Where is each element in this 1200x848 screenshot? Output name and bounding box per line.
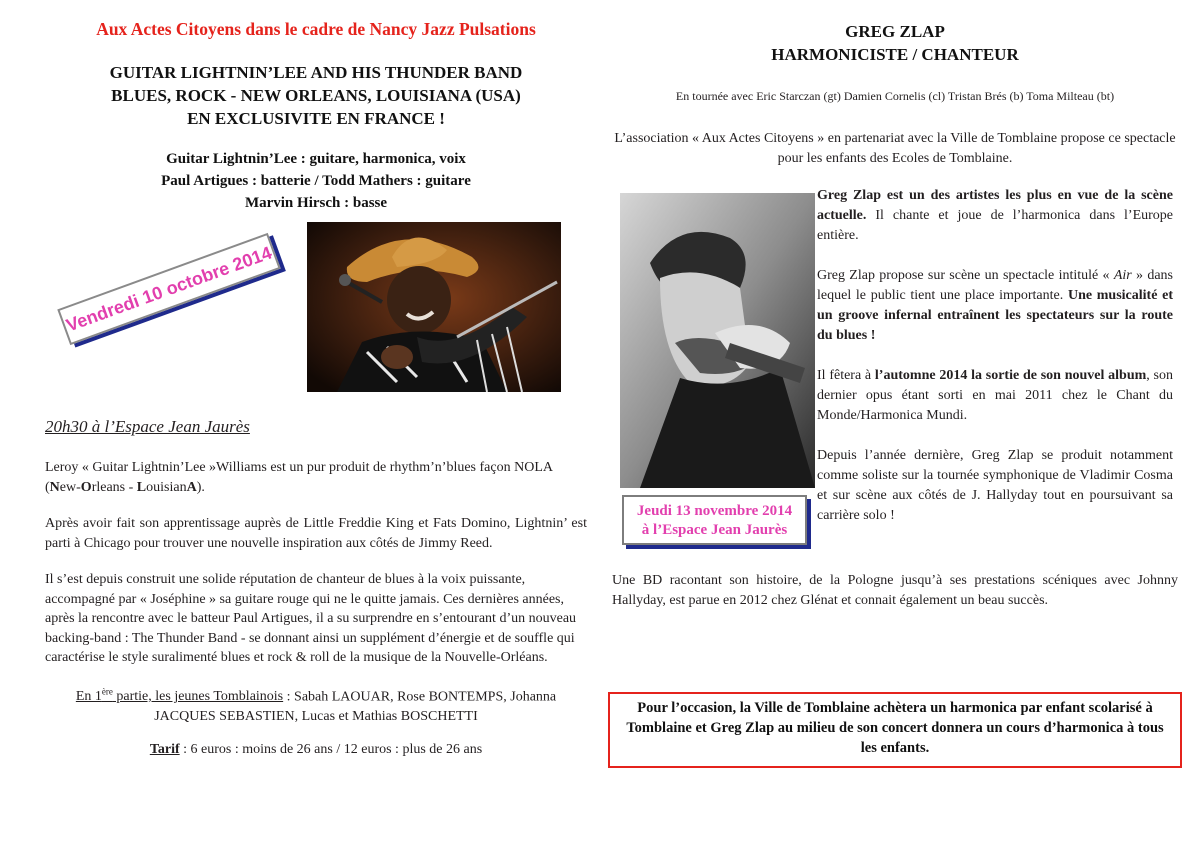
first-part-performers: En 1ère partie, les jeunes Tomblainois : Sabah LAOUAR, Rose BONTEMPS, Johanna JACQUES SEBASTIEN, Lucas et Mathias BOSCHETTI [75, 686, 557, 724]
zlap-description [817, 186, 1173, 526]
zlap-main-section [612, 186, 1178, 571]
date-badge-october: Vendredi 10 octobre 2014 [57, 233, 280, 345]
pricing: Tarif : 6 euros : moins de 26 ans / 12 euros : plus de 26 ans [149, 742, 483, 758]
right-column [612, 20, 1178, 611]
band-title: GUITAR LIGHTNIN’LEE AND HIS THUNDER BAND BLUES, ROCK - NEW ORLEANS, LOUISIANA (USA) EN EXCLUSIVITE EN FRANCE ! [109, 63, 523, 128]
lee-reputation-paragraph: Il s’est depuis construit une solide réputation de chanteur de blues à la voix puissante, accompagné par « Joséphine » sa guitare rouge qui ne le quitte jamais. Ces dernières années, après la rencontre avec le batteur Paul Artigues, il a su surprendre en s’entourant d’un nouveau backing-band : The Thunder Band - se donnant ainsi un supplément d’énergie et de souffle qui caractérise le style suralimenté blues et rock & roll de la musique de la Nouvelle-Orléans. [45, 572, 577, 665]
lee-apprenticeship-paragraph: Après avoir fait son apprentissage auprès de Little Freddie King et Fats Domino, Lightnin’ est parti à Chicago pour trouver une nouvelle inspiration aux côtés de Jimmy Reed. [45, 516, 587, 551]
event-header: Aux Actes Citoyens dans le cadre de Nancy Jazz Pulsations [96, 19, 536, 39]
left-column [45, 18, 587, 760]
zlap-paragraph-1: Greg Zlap est un des artistes les plus en vue de la scène actuelle. Il chante et joue de l’harmonica dans l’Europe entière. [817, 188, 1173, 243]
zlap-paragraph-4: Depuis l’année dernière, Greg Zlap se produit notamment comme soliste sur la tournée symphonique de Vladimir Cosma et sur scène aux côtés de J. Hallyday tout en poursuivant sa carrière solo ! [817, 448, 1173, 523]
lee-intro-paragraph: Leroy « Guitar Lightnin’Lee »Williams est un pur produit de rhythm’n’blues façon NOLA (New-Orleans - LouisianA). [45, 460, 553, 495]
greg-zlap-photo [620, 193, 815, 488]
lightnin-lee-photo [307, 222, 561, 392]
date-box-november: Jeudi 13 novembre 2014 à l’Espace Jean Jaurès [622, 495, 807, 545]
harmonica-offer-box: Pour l’occasion, la Ville de Tomblaine achètera un harmonica par enfant scolarisé à Tomblaine et Greg Zlap au milieu de son concert donnera un cours d’harmonica à tous les enfants. [608, 692, 1182, 768]
tour-musicians: En tournée avec Eric Starczan (gt) Damien Cornelis (cl) Tristan Brés (b) Toma Milteau (bt) [675, 89, 1115, 103]
venue-time: 20h30 à l’Espace Jean Jaurès [45, 417, 250, 436]
zlap-title: GREG ZLAP HARMONICISTE / CHANTEUR [771, 22, 1019, 64]
zlap-paragraph-3: Il fêtera à l’automne 2014 la sortie de son nouvel album, son dernier opus étant sorti en mai 2011 chez le Chant du Monde/Harmonica Mundi. [817, 368, 1174, 423]
zlap-paragraph-2: Greg Zlap propose sur scène un spectacle intitulé « Air » dans lequel le public tient une place importante. Une musicalité et un groove infernal entraînent les spectateurs sur la route du blues ! [817, 268, 1173, 343]
comic-book-paragraph: Une BD racontant son histoire, de la Pologne jusqu’à ses prestations scéniques avec Johnny Hallyday, est parue en 2012 chez Glénat et connait également un beau succès. [612, 573, 1178, 608]
lee-photo-area [45, 222, 587, 412]
association-note: L’association « Aux Actes Citoyens » en partenariat avec la Ville de Tomblaine propose ce spectacle pour les enfants des Ecoles de Tomblaine. [614, 131, 1176, 166]
band-members: Guitar Lightnin’Lee : guitare, harmonica, voix Paul Artigues : batterie / Todd Mathers : guitare Marvin Hirsch : basse [161, 151, 471, 211]
